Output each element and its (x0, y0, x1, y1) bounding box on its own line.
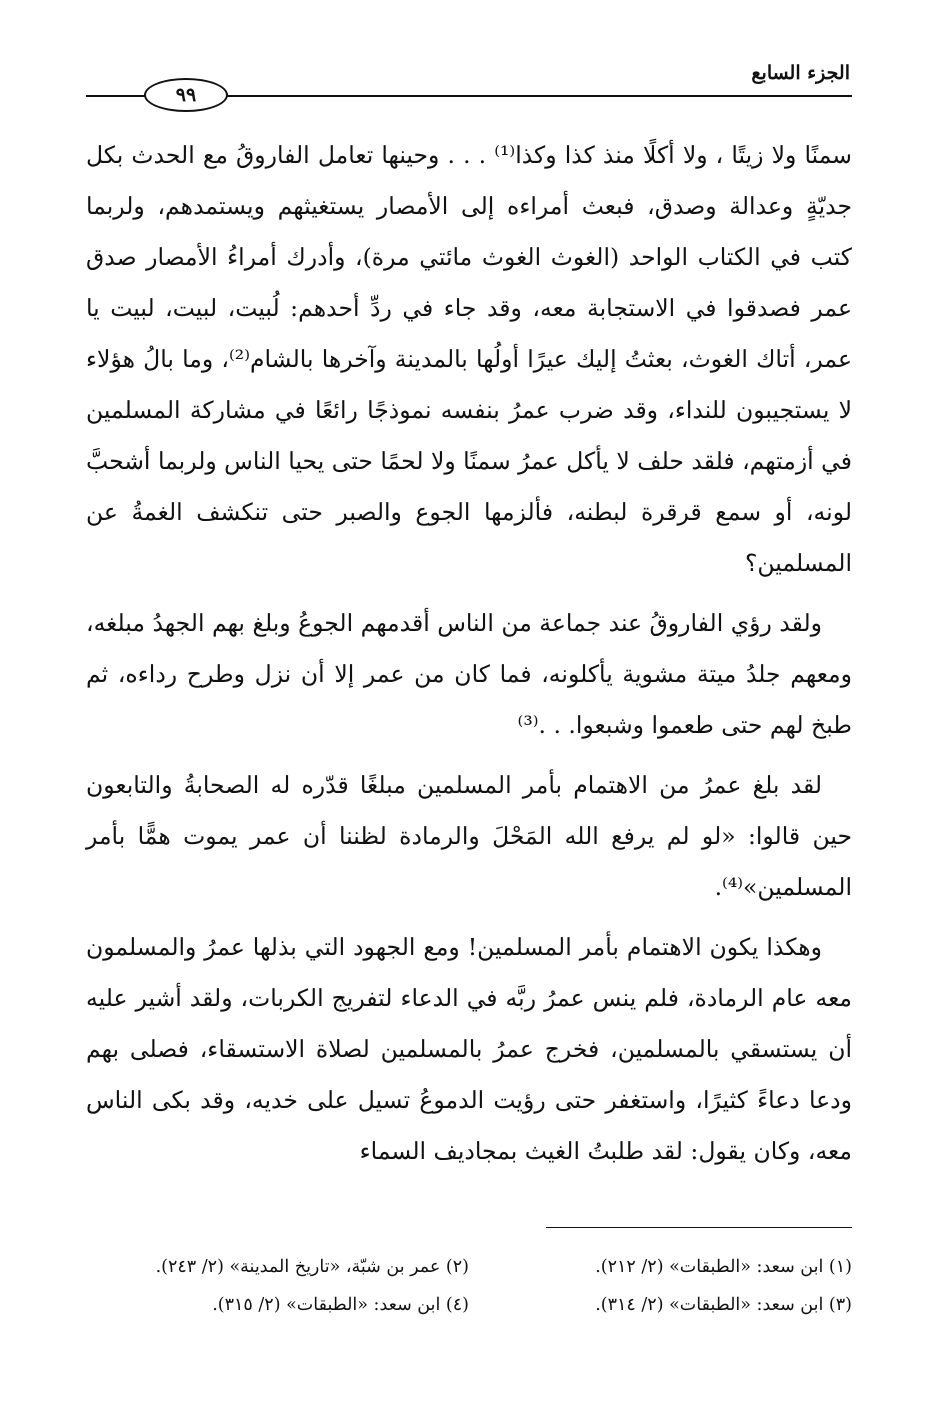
page-header (86, 58, 852, 118)
footnote-row (86, 1286, 852, 1324)
running-title: الجزء السابع (751, 62, 850, 84)
footnote-3: (٣) ابن سعد: «الطبقات» (٢/ ٣١٤). (595, 1295, 852, 1315)
footnote-row (86, 1248, 852, 1286)
paragraph-1: سمنًا ولا زيتًا ، ولا أكلًا منذ كذا وكذا⁽¹⁾ . . . وحينها تعامل الفاروقُ مع الحدث بكل جديّةٍ وعدالة وصدق، فبعث أمراءه إلى الأمصار يستغيثهم ويستمدهم، ولربما كتب في الكتاب الواحد (الغوث الغوث مائتي مرة)، وأدرك أمراءُ الأمصار صدق عمر فصدقوا في الاستجابة معه، وقد جاء في ردِّ أحدهم: لُبيت، لبيت، لبيت يا عمر، أتاك الغوث، بعثتُ إليك عيرًا أولُها بالمدينة وآخرها بالشام⁽²⁾، وما بالُ هؤلاء لا يستجيبون للنداء، وقد ضرب عمرُ بنفسه نموذجًا رائعًا في مشاركة المسلمين في أزمتهم، فلقد حلف لا يأكل عمرُ سمنًا ولا لحمًا حتى يحيا الناس ولربما أشحبَّ لونه، أو سمع قرقرة لبطنه، فألزمها الجوع والصبر حتى تنكشف الغمةُ عن المسلمين؟ (86, 141, 853, 577)
paragraph-4: وهكذا يكون الاهتمام بأمر المسلمين! ومع الجهود التي بذلها عمرُ والمسلمون معه عام الرمادة، فلم ينس عمرُ ربَّه في الدعاء لتفريج الكربات، ولقد أشير عليه أن يستسقي بالمسلمين، فخرج عمرُ بالمسلمين لصلاة الاستسقاء، فصلى بهم ودعا دعاءً كثيرًا، واستغفر حتى رؤيت الدموعُ تسيل على خديه، وقد بكى الناس معه، وكان يقول: لقد طلبتُ الغيث بمجاديف السماء (86, 933, 852, 1165)
paragraph-2: ولقد رؤي الفاروقُ عند جماعة من الناس أقدمهم الجوعُ وبلغ بهم الجهدُ مبلغه، ومعهم جلدُ ميتة مشوية يأكلونه، فما كان من عمر إلا أن نزل وطرح رداءه، ثم طبخ لهم حتى طعموا وشبعوا. . .⁽³⁾ (86, 609, 852, 739)
paragraph-3: لقد بلغ عمرُ من الاهتمام بأمر المسلمين مبلغًا قدّره له الصحابةُ والتابعون حين قالوا: «لو لم يرفع الله المَحْلَ والرمادة لظننا أن عمر يموت همًّا بأمر المسلمين»⁽⁴⁾. (86, 771, 852, 901)
page-number-label: ٩٩ (175, 84, 197, 106)
footnote-2: (٢) عمر بن شبّة، «تاريخ المدينة» (٢/ ٢٤٣). (155, 1257, 469, 1277)
body-text (86, 130, 852, 1177)
page-number (144, 78, 228, 112)
footnote-4: (٤) ابن سعد: «الطبقات» (٢/ ٣١٥). (212, 1295, 469, 1315)
footnote-1: (١) ابن سعد: «الطبقات» (٢/ ٢١٢). (595, 1257, 852, 1277)
footnote-separator (546, 1227, 852, 1228)
footnotes (86, 1248, 852, 1324)
